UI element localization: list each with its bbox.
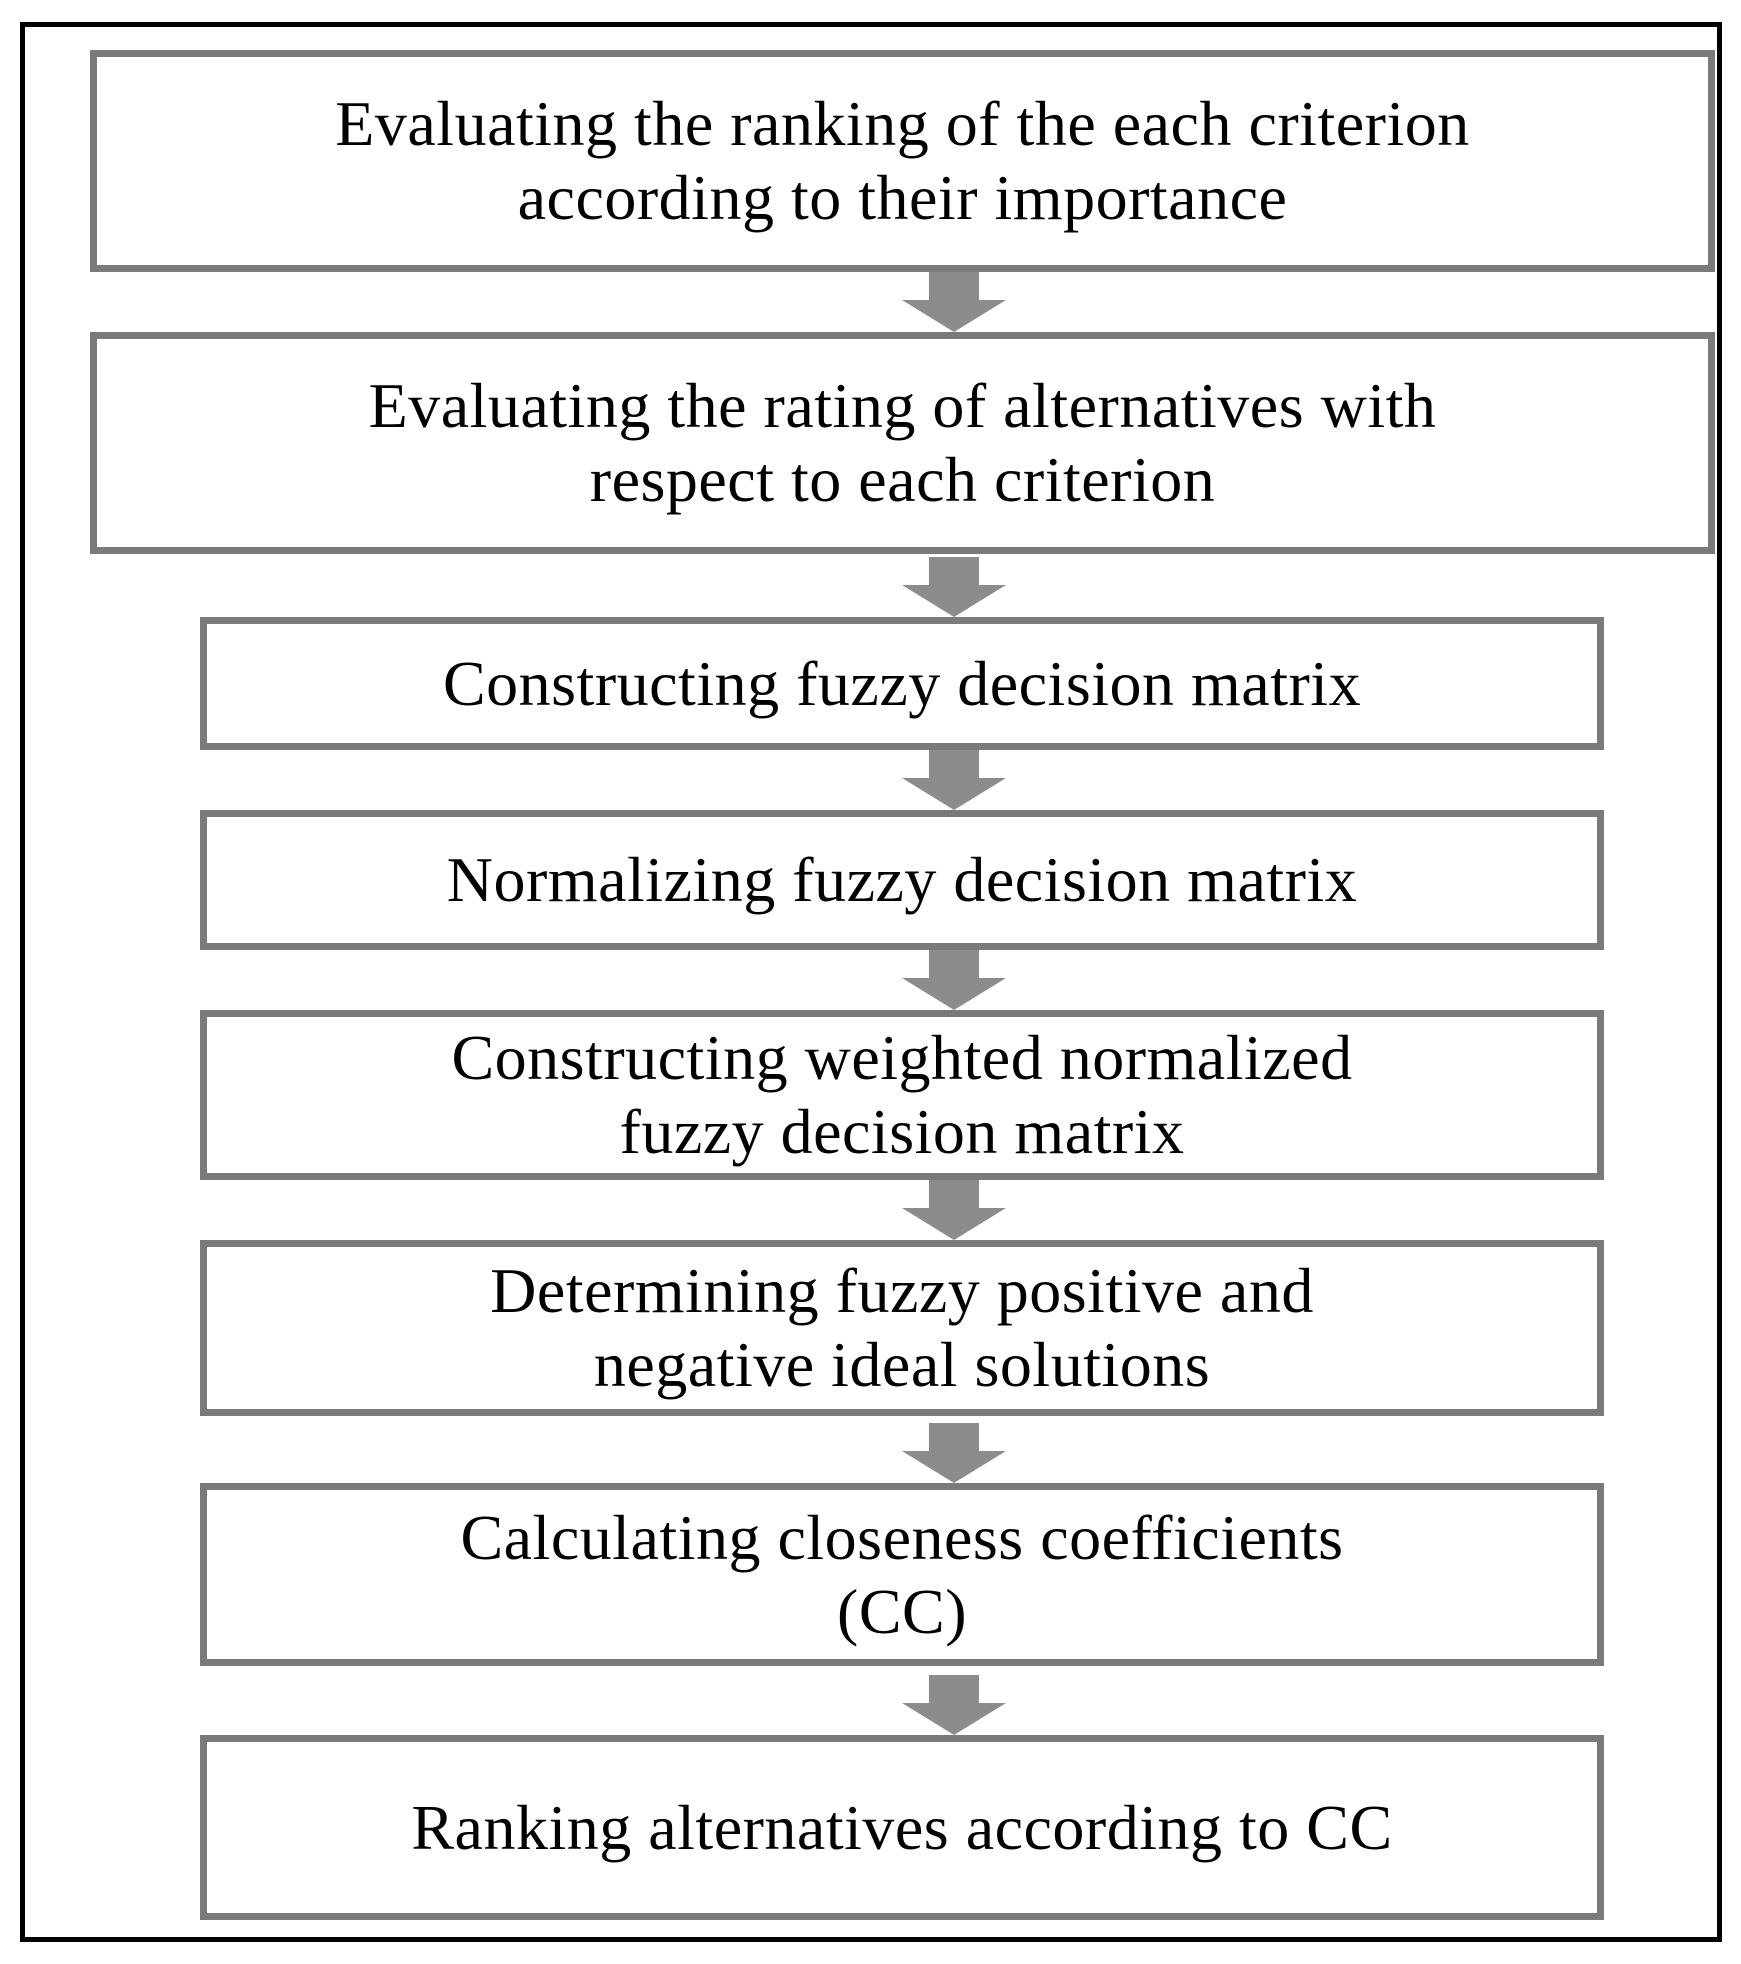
- step-7-line-2: (CC): [837, 1575, 967, 1647]
- step-8-line-1: Ranking alternatives according to CC: [411, 1791, 1393, 1863]
- step-2-box: [90, 332, 1715, 554]
- step-3-line-1: Constructing fuzzy decision matrix: [442, 647, 1362, 719]
- step-1-box: [90, 50, 1715, 272]
- step-5-box: [200, 1010, 1604, 1180]
- arrow-down-icon: [894, 272, 1014, 332]
- step-1-line-1: Evaluating the ranking of the each criterion: [335, 88, 1470, 159]
- step-5-line-2: fuzzy decision matrix: [619, 1096, 1185, 1167]
- step-6-box: [200, 1240, 1604, 1416]
- step-3-box: [200, 617, 1604, 750]
- step-7-box: [200, 1483, 1604, 1666]
- arrow-down-icon: [894, 1180, 1014, 1240]
- arrow-down-icon: [894, 1423, 1014, 1483]
- arrow-down-icon: [894, 557, 1014, 617]
- arrow-down-icon: [894, 1675, 1014, 1735]
- step-8-box: [200, 1735, 1604, 1920]
- step-5-line-1: Constructing weighted normalized: [451, 1022, 1353, 1093]
- step-2-line-1: Evaluating the rating of alternatives with: [368, 370, 1437, 441]
- step-4-line-1: Normalizing fuzzy decision matrix: [446, 844, 1358, 915]
- step-4-box: [200, 810, 1604, 950]
- arrow-down-icon: [894, 950, 1014, 1010]
- step-2-line-2: respect to each criterion: [589, 444, 1216, 515]
- step-6-line-1: Determining fuzzy positive and: [490, 1255, 1314, 1326]
- step-1-line-2: according to their importance: [517, 162, 1288, 233]
- step-7-line-1: Calculating closeness coefficients: [460, 1501, 1344, 1573]
- step-6-line-2: negative ideal solutions: [593, 1329, 1211, 1400]
- arrow-down-icon: [894, 750, 1014, 810]
